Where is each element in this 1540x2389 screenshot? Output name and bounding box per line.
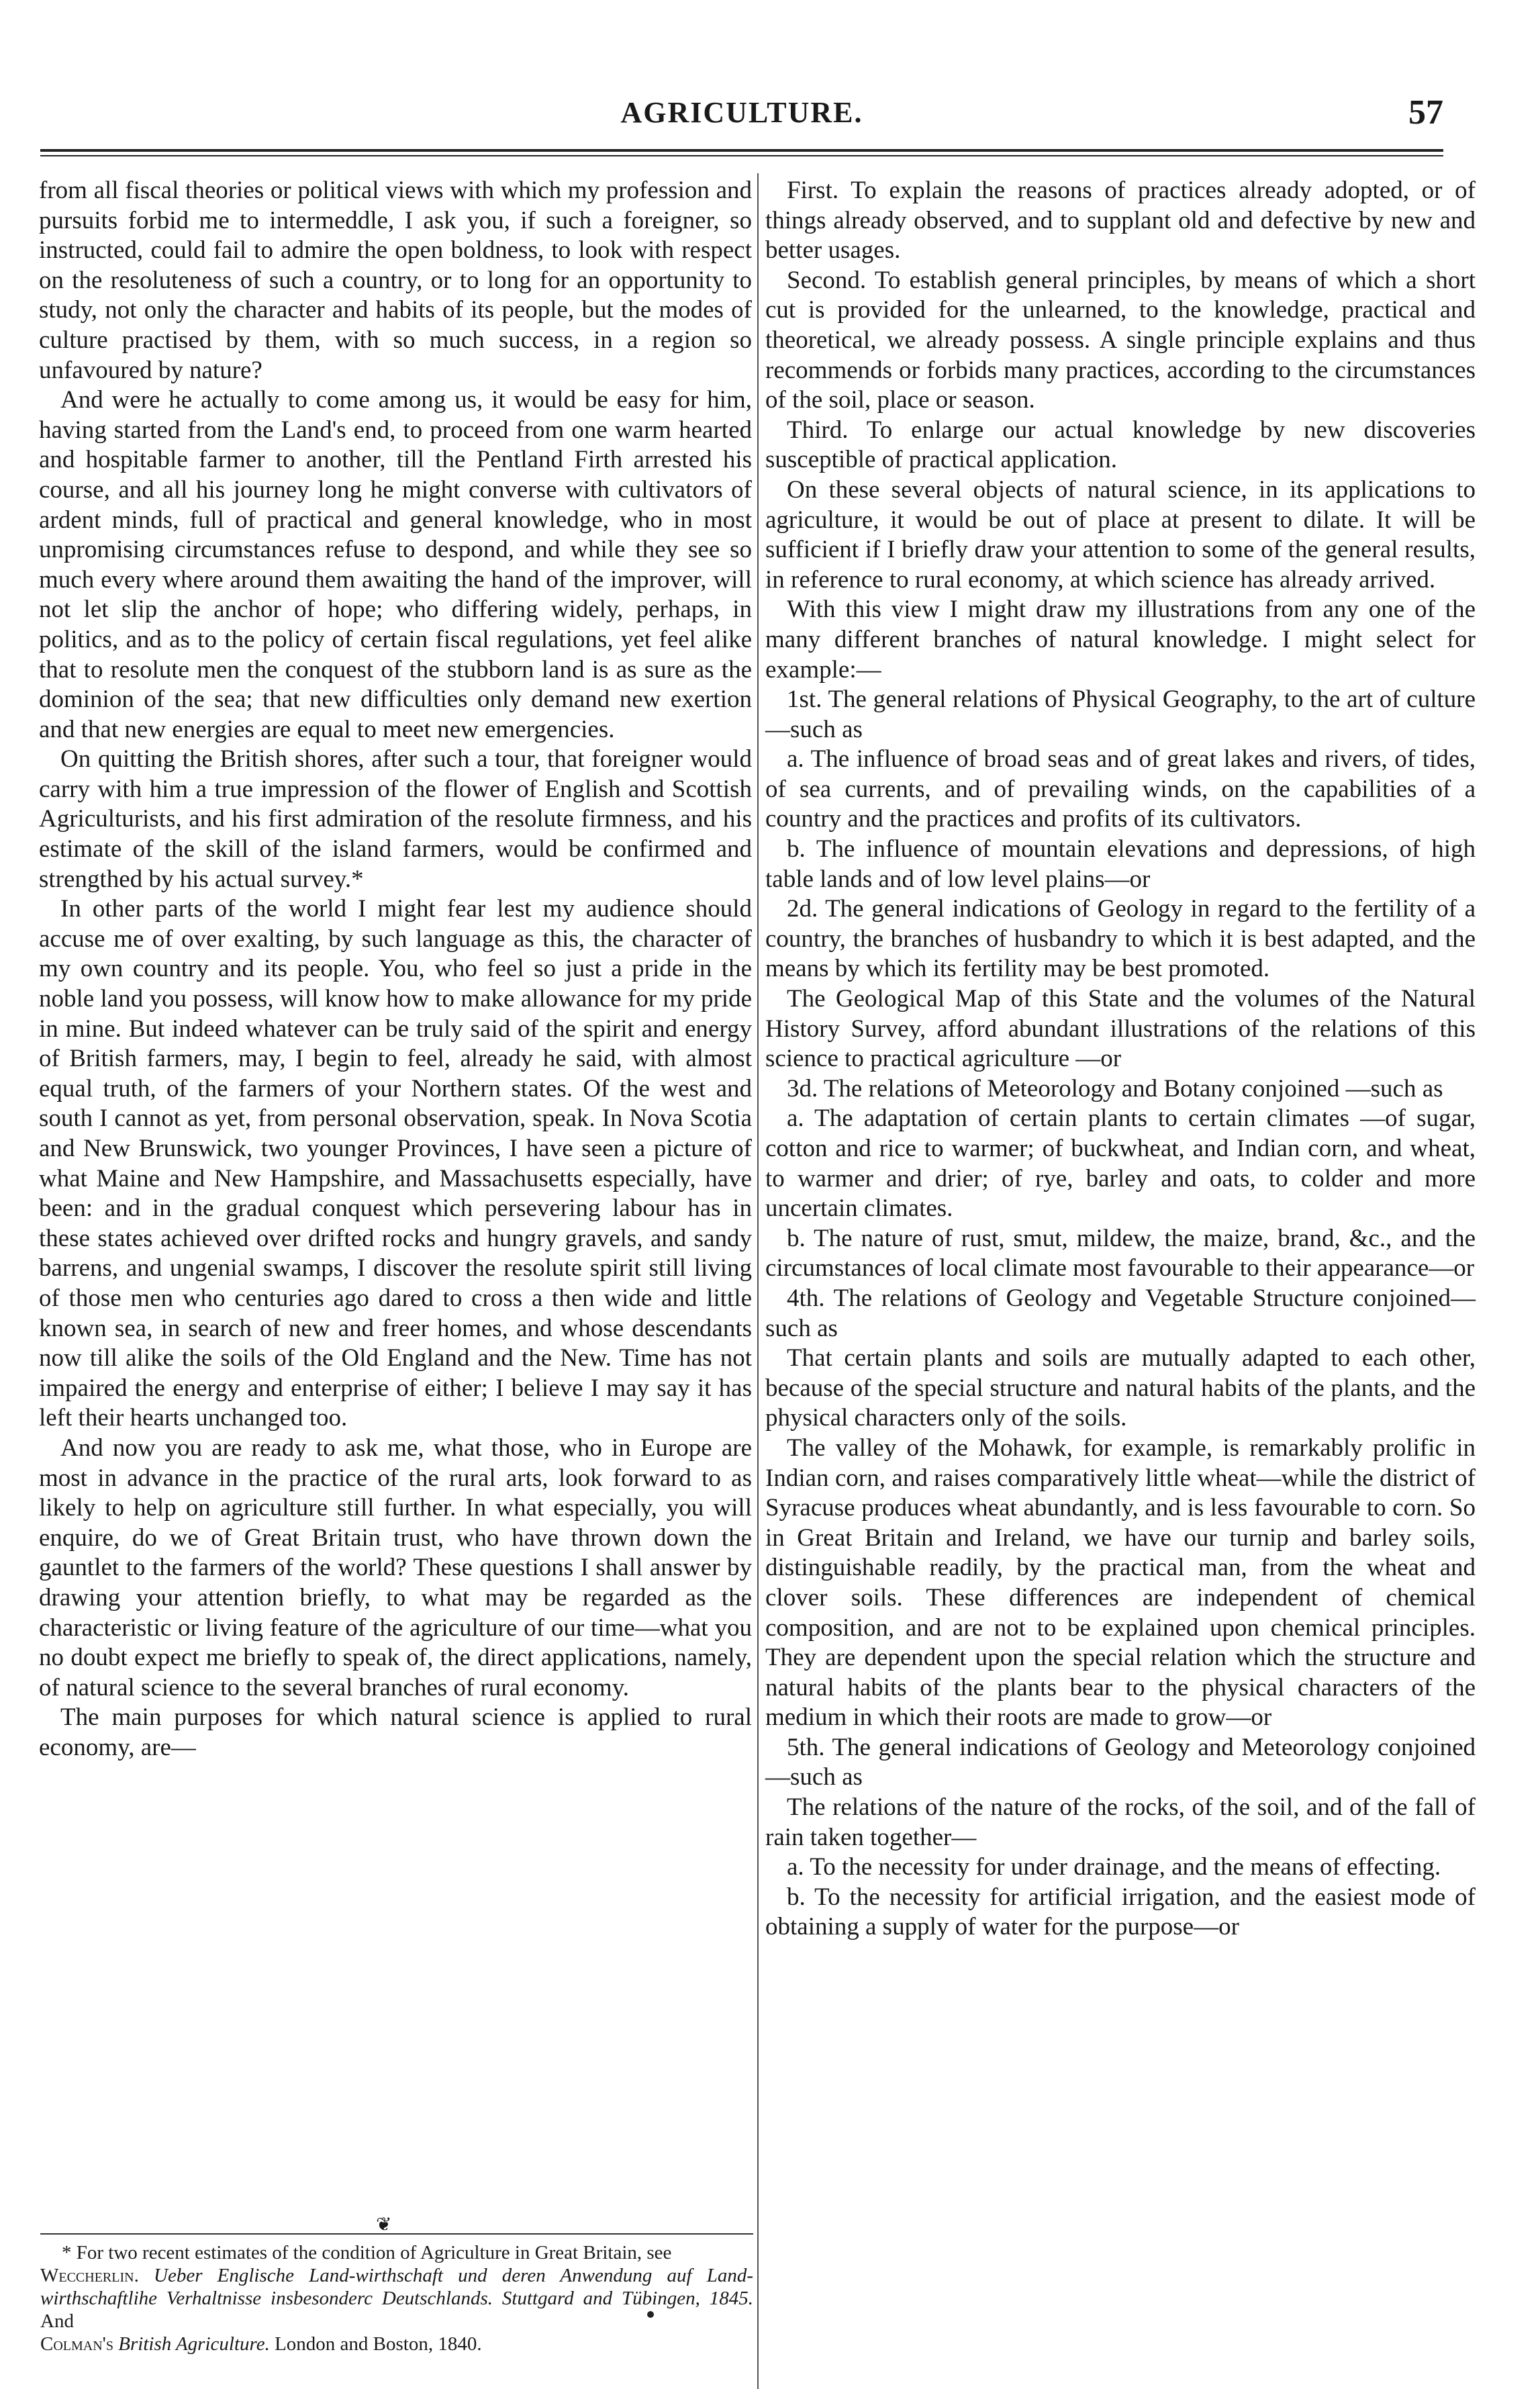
list-item: 4th. The relations of Geology and Vegetable Structure conjoined—such as [765, 1284, 1476, 1342]
list-item: 2d. The general indications of Geology in regard to the fertility of a country, the branches of husbandry to which it is best adapted, and the means by which its fertility may be best promoted. [765, 895, 1476, 983]
footnote-title: British Agriculture. [118, 2333, 270, 2355]
paragraph: On these several objects of natural science, in its applications to agriculture, it would be out of place at present to dilate. It will be sufficient if I briefly draw your attention to some of the general results, in reference to rural economy, at which science has already arrived. [765, 475, 1476, 594]
paragraph: from all fiscal theories or political views with which my profession and pursuits forbid me to intermeddle, I ask you, if such a foreigner, so instructed, could fail to admire the open boldness, to look with respect on the resoluteness of such a country, or to long for an opportunity to study, not only the character and habits of its people, but the modes of culture practised by them, with so much success, in a region so unfavoured by nature? [39, 177, 752, 384]
column-divider [757, 173, 759, 2389]
header-rule [40, 149, 1443, 152]
footnote-title: Ueber Englische Land-wirthschaft und deren Anwendung auf Land-wirthschaftlihe Verhaltnisse insbesonderc Deutschlands. Stuttgard and Tübingen, 1845. [40, 2265, 753, 2309]
header-rule-thin [40, 155, 1443, 156]
footnote-ornament: ❦ [376, 2214, 392, 2235]
footnote-author: Colman's [40, 2333, 114, 2355]
paragraph: With this view I might draw my illustrations from any one of the many different branches of natural knowledge. I might select for example:— [765, 596, 1476, 684]
paragraph: Second. To establish general principles, by means of which a short cut is provided for the unlearned, to the knowledge, practical and theoretical, we already possess. A single principle explains and thus recommends or forbids many practices, according to the circumstances of the soil, place or season. [765, 266, 1476, 414]
left-column [39, 176, 752, 1763]
list-item: a. The influence of broad seas and of great lakes and rivers, of tides, of sea currents, and of prevailing winds, on the capabilities of a country and the practices and profits of its cultivators. [765, 745, 1476, 833]
page-header [40, 93, 1443, 146]
paragraph: The main purposes for which natural science is applied to rural economy, are— [39, 1703, 752, 1761]
list-item: 1st. The general relations of Physical Geography, to the art of culture—such as [765, 686, 1476, 743]
paragraph: In other parts of the world I might fear lest my audience should accuse me of over exalting, by such language as this, the character of my own country and its people. You, who feel so just a pride in the noble land you possess, will know how to make allowance for my pride in mine. But indeed whatever can be truly said of the spirit and energy of British farmers, may, I begin to feel, already he said, with almost equal truth, of the farmers of your Northern states. Of the west and south I cannot as yet, from personal observation, speak. In Nova Scotia and New Brunswick, two younger Provinces, I have seen a picture of what Maine and New Hampshire, and Massachusetts especially, have been: and in the gradual conquest which persevering labour has in these states achieved over drifted rocks and hungry gravels, and sandy barrens, and ungenial swamps, I discover the resolute spirit still living of those men who centuries ago dared to cross a then wide and little known sea, in search of new and freer homes, and whose descendants now till alike the soils of the Old England and the New. Time has not impaired the energy and enterprise of either; I believe I may say it has left their hearts unchanged too. [39, 895, 752, 1432]
paragraph: And were he actually to come among us, it would be easy for him, having started from the Land's end, to proceed from one warm hearted and hospitable farmer to another, till the Pentland Firth arrested his course, and all his journey long he might converse with cultivators of ardent minds, full of practical and general knowledge, who in most unpromising circumstances refuse to despond, and while they see so much every where around them awaiting the hand of the improver, will not let slip the anchor of hope; who differing widely, perhaps, in politics, and as to the policy of certain fiscal regulations, yet feel alike that to resolute men the conquest of the stubborn land is as sure as the dominion of the sea; that new difficulties only demand new exertion and that new energies are equal to meet new emergencies. [39, 386, 752, 743]
paragraph: That certain plants and soils are mutually adapted to each other, because of the special structure and natural habits of the plants, and the physical characters only of the soils. [765, 1344, 1476, 1432]
footnote-conjunction: And [40, 2310, 74, 2332]
list-item: 3d. The relations of Meteorology and Botany conjoined —such as [787, 1074, 1443, 1103]
footnote-rule [40, 2233, 753, 2235]
list-item: b. To the necessity for artificial irrigation, and the easiest mode of obtaining a supply of water for the purpose—or [765, 1883, 1476, 1941]
list-item: a. The adaptation of certain plants to certain climates —of sugar, cotton and rice to warmer; of buckwheat, and Indian corn, and wheat, to warmer and drier; of rye, barley and oats, to colder and more uncertain climates. [765, 1105, 1476, 1223]
list-item: 5th. The general indications of Geology and Meteorology conjoined—such as [765, 1733, 1476, 1791]
paragraph: First. To explain the reasons of practices already adopted, or of things already observed, and to supplant old and defective by new and better usages. [765, 177, 1476, 265]
paragraph: The Geological Map of this State and the volumes of the Natural History Survey, afford abundant illustrations of the relations of this science to practical agriculture —or [765, 985, 1476, 1073]
footnote [40, 2241, 753, 2355]
footnote-reference [40, 2264, 753, 2333]
printer-mark [647, 2311, 654, 2318]
footnote-text: * For two recent estimates of the condition of Agriculture in Great Britain, see [62, 2242, 672, 2263]
footnote-reference [40, 2333, 753, 2355]
paragraph: The relations of the nature of the rocks, of the soil, and of the fall of rain taken together— [765, 1793, 1476, 1851]
footnote-author: Weccherlin. [40, 2265, 139, 2286]
paragraph: The valley of the Mohawk, for example, is remarkably prolific in Indian corn, and raises comparatively little wheat—while the district of Syracuse produces wheat abundantly, and is less favourable to corn. So in Great Britain and Ireland, we have our turnip and barley soils, distinguishable readily, by the practical man, from the wheat and clover soils. These differences are independent of chemical composition, and are not to be explained upon chemical principles. They are dependent upon the special relation which the structure and natural habits of the plants bear to the physical characters of the medium in which their roots are made to grow—or [765, 1434, 1476, 1732]
right-column [765, 176, 1476, 1942]
list-item: b. The influence of mountain elevations and depressions, of high table lands and of low level plains—or [765, 835, 1476, 893]
page-number: 57 [1408, 93, 1443, 132]
paragraph: On quitting the British shores, after such a tour, that foreigner would carry with him a true impression of the flower of English and Scottish Agriculturists, and his first admiration of the resolute firmness, and his estimate of the skill of the island farmers, would be confirmed and strengthed by his actual survey.* [39, 745, 752, 893]
running-head: AGRICULTURE. [620, 96, 863, 129]
paragraph: And now you are ready to ask me, what those, who in Europe are most in advance in the practice of the rural arts, look forward to as likely to help on agriculture still further. In what especially, you will enquire, do we of Great Britain trust, who have thrown down the gauntlet to the farmers of the world? These questions I shall answer by drawing your attention briefly, to what may be regarded as the characteristic or living feature of the agriculture of our time—what you no doubt expect me briefly to speak of, the direct applications, namely, of natural science to the several branches of rural economy. [39, 1434, 752, 1701]
list-item: b. The nature of rust, smut, mildew, the maize, brand, &c., and the circumstances of local climate most favourable to their appearance—or [765, 1224, 1476, 1282]
footnote-place: London and Boston, 1840. [275, 2333, 482, 2355]
list-item: a. To the necessity for under drainage, and the means of effecting. [787, 1853, 1441, 1881]
paragraph: Third. To enlarge our actual knowledge by new discoveries susceptible of practical application. [765, 416, 1476, 474]
